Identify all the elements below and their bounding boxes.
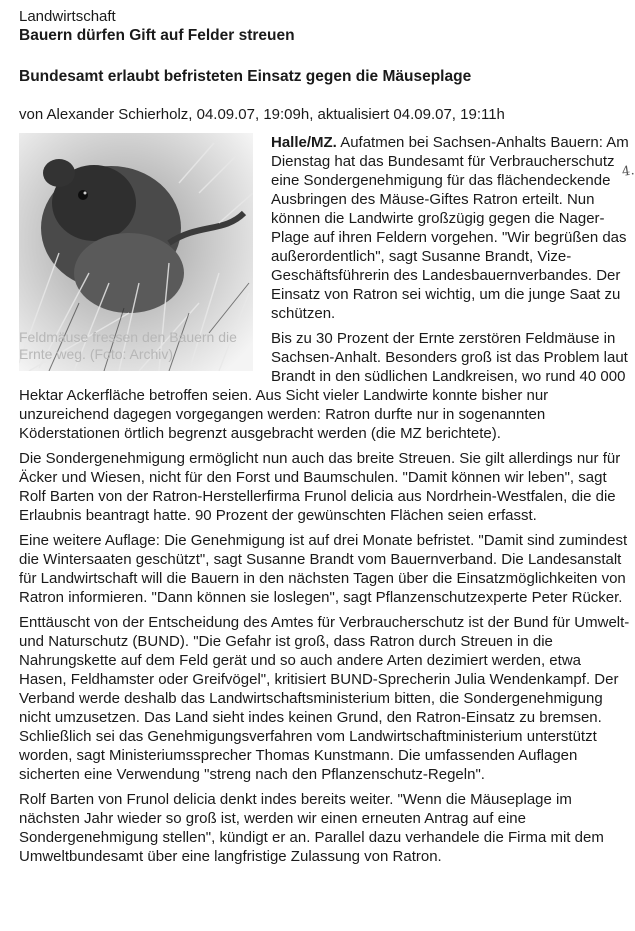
paragraph-4: Eine weitere Auflage: Die Genehmigung ist auf drei Monate befristet. "Damit sind zumindest die Wintersaaten geschützt", sagt Susanne Brandt vom Bauernverband. Die Landesanstalt für Landwirtschaft will die Bauern in den nächsten Tagen über die Einsatzmöglichkeiten von Ratron informieren. "Dann können sie loslegen", sagt Pflanzenschutzexperte Peter Rücker. (19, 532, 628, 606)
dateline: Halle/MZ. (271, 134, 337, 151)
byline: von Alexander Schierholz, 04.09.07, 19:09h, aktualisiert 04.09.07, 19:11h (19, 106, 505, 123)
article-page (19, 8, 631, 872)
paragraph-6: Rolf Barten von Frunol delicia denkt indes bereits weiter. "Wenn die Mäuseplage im nächsten Jahr wieder so groß ist, werden wir einen erneuten Antrag auf eine Sondergenehmigung stellen", kündigt er an. Parallel dazu verhandele die Firma mit dem Umweltbundesamt über eine langfristige Zulassung von Ratron. (19, 791, 604, 865)
paragraph-3: Die Sondergenehmigung ermöglicht nun auch das breite Streuen. Sie gilt allerdings nur für Äcker und Wiesen, nicht für den Forst und Baumschulen. "Damit können wir leben", sagt Rolf Barten von der Ratron-Herstellerfirma Frunol delicia aus Nordrhein-Westfalen, die die Erlaubnis beantragt hatte. 90 Prozent der gewünschten Flächen seien erfasst. (19, 450, 621, 524)
paragraph-2: Bis zu 30 Prozent der Ernte zerstören Feldmäuse in Sachsen-Anhalt. Besonders groß ist das Problem laut Brandt in den südlichen Landkreisen, wo rund 40 000 Hektar Ackerfläche betroffen seien. Aus Sicht vieler Landwirte konnte bisher nur unzureichend dagegen vorgegangen werden: Ratron durfte nur in sogenannten Köderstationen örtlich begrenzt ausgebracht werden (die MZ berichtete). (19, 330, 628, 442)
paragraph-5: Enttäuscht von der Entscheidung des Amtes für Verbraucherschutz ist der Bund für Umwelt- und Naturschutz (BUND). "Die Gefahr ist groß, dass Ratron durch Streuen in die Nahrungskette auf dem Feld gerät und so auch andere Arten dezimiert werden, etwa Hasen, Feldhamster oder Greifvögel", kritisiert BUND-Sprecherin Julia Wendenkampf. Der Verband werde deshalb das Landwirtschaftsministerium bitten, die Sondergenehmigung nicht umzusetzen. Das Land sieht indes keinen Grund, den Ratron-Einsatz zu bremsen. Schließlich sei das Genehmigungsverfahren vom Landwirtschaftministerium unterstützt worden, sagt Ministeriumssprecher Thomas Kunstmann. Die umfassenden Auflagen sicherten eine Verwendung "streng nach den Pflanzenschutz-Regeln". (19, 614, 630, 783)
article-body (19, 133, 631, 866)
image-caption: Feldmäuse fressen den Bauern die Ernte weg. (Foto: Archiv) (19, 329, 237, 362)
paragraph-1-text: Aufatmen bei Sachsen-Anhalts Bauern: Am Dienstag hat das Bundesamt für Verbraucherschutz eine Sondergenehmigung für das flächendeckende Ausbringen des Mäuse-Giftes Ratron erteilt. Nun können die Landwirte großzügig gegen die Nager-Plage auf ihren Feldern vorgehen. "Wir begrüßen das außerordentlich", sagt Susanne Brandt, Vize-Geschäftsführerin des Landesbauernverbandes. Der Einsatz von Ratron sei wichtig, um die junge Saat zu schützen. (271, 134, 629, 322)
article-photo (19, 133, 253, 371)
category-label: Landwirtschaft (19, 8, 116, 25)
subheadline: Bundesamt erlaubt befristeten Einsatz gegen die Mäuseplage (19, 68, 472, 85)
headline: Bauern dürfen Gift auf Felder streuen (19, 27, 295, 44)
handwritten-page-number: 4. (621, 163, 635, 180)
